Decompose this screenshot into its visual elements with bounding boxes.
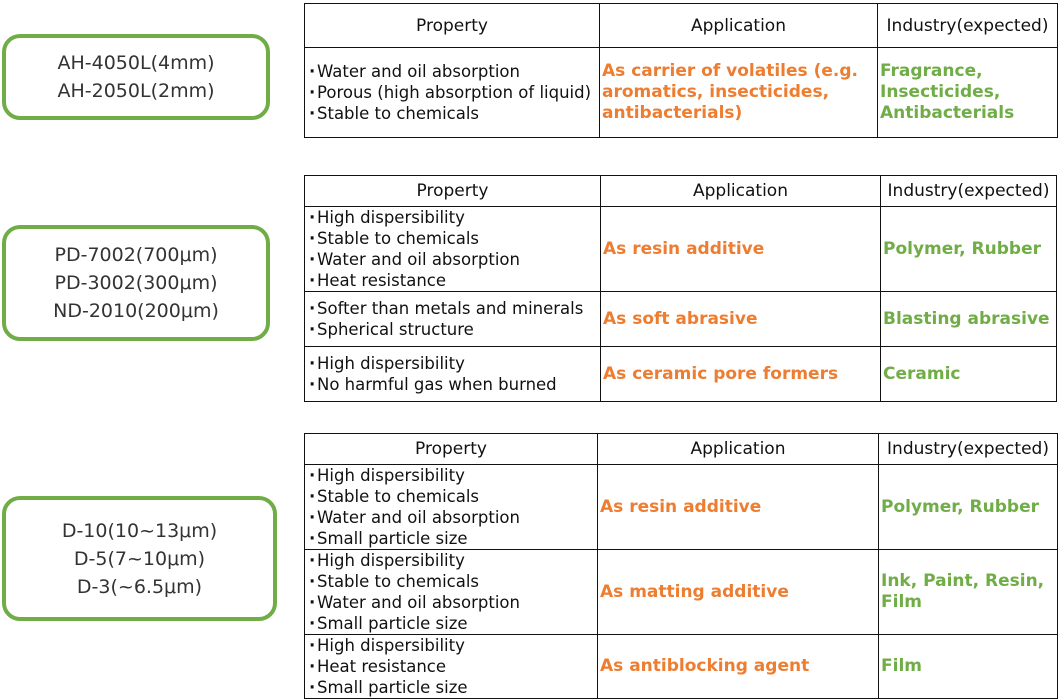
application-cell: As matting additive <box>598 550 879 635</box>
property-item: · Water and oil absorption <box>309 507 597 528</box>
table-row <box>305 465 1058 550</box>
property-item: · High dispersibility <box>309 353 600 374</box>
property-item: · Porous (high absorption of liquid) <box>309 82 599 103</box>
property-item: · Water and oil absorption <box>309 61 599 82</box>
application-cell: As resin additive <box>601 207 881 292</box>
application-cell: As ceramic pore formers <box>601 347 881 402</box>
badge-line: PD-3002(300μm) <box>54 272 218 294</box>
badge-line: D-10(10~13μm) <box>61 519 218 542</box>
table-row <box>305 48 1058 138</box>
header-property: Property <box>305 176 601 207</box>
property-cell <box>305 465 598 550</box>
property-cell <box>305 347 601 402</box>
industry-cell: Ceramic <box>881 347 1057 402</box>
header-application: Application <box>600 4 878 48</box>
header-industry: Industry(expected) <box>879 434 1058 465</box>
table-row <box>305 550 1058 635</box>
application-cell: As antiblocking agent <box>598 635 879 699</box>
property-item: · Spherical structure <box>309 319 600 340</box>
table-row <box>305 635 1058 699</box>
property-item: · High dispersibility <box>309 635 597 656</box>
property-cell <box>305 292 601 347</box>
header-industry: Industry(expected) <box>881 176 1057 207</box>
industry-cell: Fragrance, Insecticides, Antibacterials <box>878 48 1058 138</box>
property-cell <box>305 207 601 292</box>
property-item: · Water and oil absorption <box>309 249 600 270</box>
industry-cell: Ink, Paint, Resin, Film <box>879 550 1058 635</box>
property-cell <box>305 48 600 138</box>
property-item: · High dispersibility <box>309 207 600 228</box>
property-item: · Water and oil absorption <box>309 592 597 613</box>
badge-line: AH-2050L(2mm) <box>57 80 215 102</box>
badge-line: D-5(7~10μm) <box>73 547 206 570</box>
header-property: Property <box>305 434 598 465</box>
industry-cell: Film <box>879 635 1058 699</box>
badge-line: D-3(~6.5μm) <box>76 575 203 598</box>
property-item: · Small particle size <box>309 613 597 634</box>
table-row <box>305 292 1057 347</box>
property-item: · High dispersibility <box>309 550 597 571</box>
application-cell: As soft abrasive <box>601 292 881 347</box>
property-table-2 <box>304 175 1057 402</box>
application-cell: As resin additive <box>598 465 879 550</box>
product-badge-2 <box>2 225 270 341</box>
property-item: · Stable to chemicals <box>309 103 599 124</box>
table-row <box>305 207 1057 292</box>
property-table-3 <box>304 433 1058 699</box>
industry-cell: Blasting abrasive <box>881 292 1057 347</box>
property-table-1 <box>304 3 1058 138</box>
property-item: · Softer than metals and minerals <box>309 298 600 319</box>
property-item: · Stable to chemicals <box>309 228 600 249</box>
property-item: · High dispersibility <box>309 465 597 486</box>
property-item: · Stable to chemicals <box>309 571 597 592</box>
property-cell <box>305 635 598 699</box>
application-cell: As carrier of volatiles (e.g. aromatics, insecticides, antibacterials) <box>600 48 878 138</box>
product-badge-1 <box>2 34 270 120</box>
property-item: · Heat resistance <box>309 270 600 291</box>
badge-line: ND-2010(200μm) <box>53 300 219 322</box>
header-application: Application <box>598 434 879 465</box>
header-application: Application <box>601 176 881 207</box>
header-industry: Industry(expected) <box>878 4 1058 48</box>
badge-line: AH-4050L(4mm) <box>57 52 215 74</box>
property-item: · Heat resistance <box>309 656 597 677</box>
property-item: · Stable to chemicals <box>309 486 597 507</box>
badge-line: PD-7002(700μm) <box>54 244 218 266</box>
header-property: Property <box>305 4 600 48</box>
property-item: · Small particle size <box>309 677 597 698</box>
industry-cell: Polymer, Rubber <box>881 207 1057 292</box>
property-item: · No harmful gas when burned <box>309 374 600 395</box>
product-badge-3 <box>2 496 277 621</box>
table-row <box>305 347 1057 402</box>
industry-cell: Polymer, Rubber <box>879 465 1058 550</box>
property-item: · Small particle size <box>309 528 597 549</box>
property-cell <box>305 550 598 635</box>
